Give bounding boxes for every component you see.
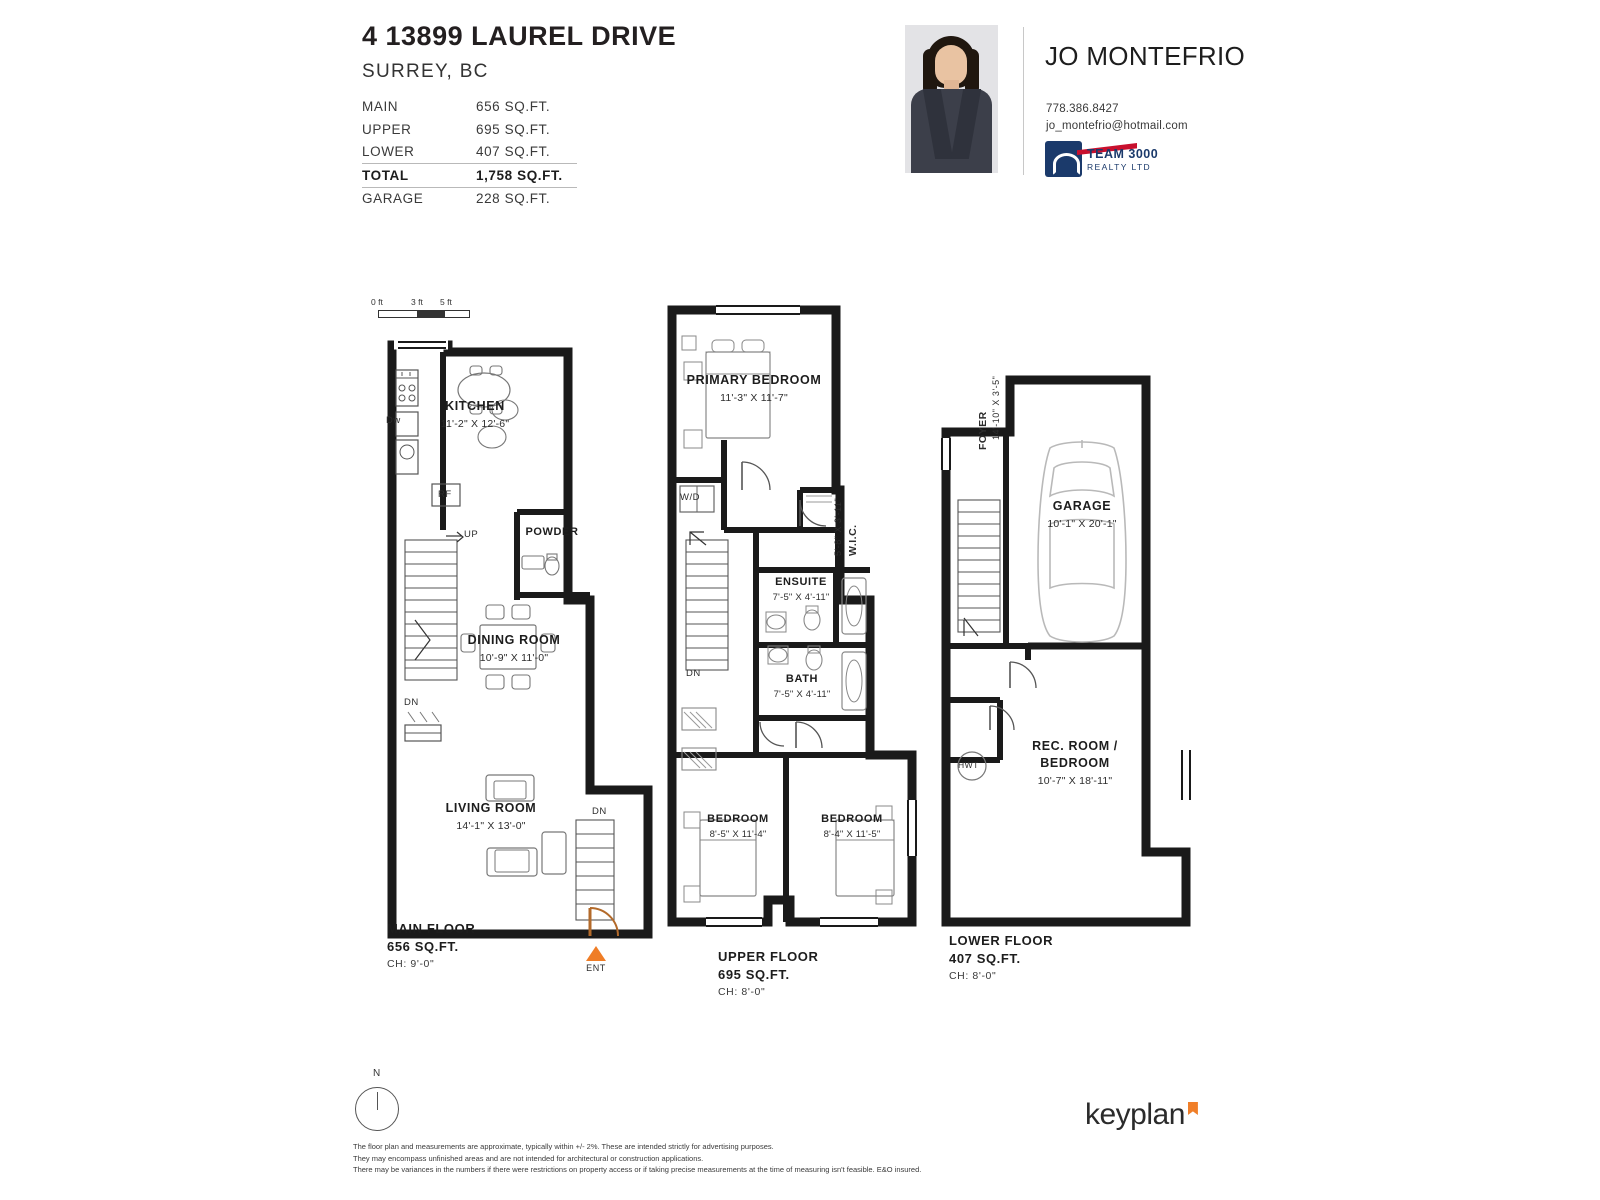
- room-dimensions-wic: 5'-8" X 3'-11": [833, 497, 843, 556]
- room-dimensions: 10'-7" X 18'-11": [1037, 774, 1113, 787]
- room-label-bedroom-3: [800, 812, 904, 842]
- appliance-tag-refrigerator: RF: [438, 489, 452, 500]
- disclaimer-line-1: The floor plan and measurements are approximate, typically within +/- 2%. These are intended strictly for advertising purposes.: [353, 1142, 774, 1151]
- appliance-tag-dishwasher: Dw: [386, 415, 401, 426]
- keyplan-mark-icon: [1188, 1102, 1198, 1115]
- room-label-bedroom-2: [686, 812, 790, 842]
- area-label-lower: LOWER: [362, 141, 430, 164]
- room-dimensions: 11'-3" X 11'-7": [720, 391, 788, 404]
- room-dimensions: 7'-5" X 4'-11": [773, 688, 831, 700]
- city-subtitle: SURREY, BC: [362, 60, 489, 82]
- disclaimer-text: [353, 1141, 973, 1176]
- room-dimensions: 11'-2" X 12'-6": [440, 417, 510, 430]
- room-dimensions: 8'-4" X 11'-5": [823, 828, 881, 840]
- room-label-rec-room-bedroom: [1005, 738, 1145, 788]
- area-label-main: MAIN: [362, 99, 399, 115]
- brokerage-name: TEAM 3000: [1087, 147, 1159, 161]
- area-label-total: TOTAL: [362, 164, 430, 188]
- keyplan-logo: [1085, 1098, 1198, 1132]
- floor-area: 695 SQ.FT.: [718, 966, 790, 982]
- floor-title: MAIN FLOOR: [387, 921, 476, 936]
- room-name: BEDROOM: [707, 813, 769, 825]
- stair-direction-down-lower: DN: [592, 806, 607, 817]
- room-name: KITCHEN: [445, 399, 505, 413]
- room-dimensions-foyer: 14'-10" X 3'-5": [991, 375, 1001, 440]
- room-dimensions: 7'-5" X 4'-11": [772, 591, 830, 603]
- room-label-living-room: [427, 800, 555, 833]
- appliance-tag-washer-dryer: W/D: [680, 492, 700, 503]
- room-label-primary-bedroom: [666, 372, 842, 405]
- disclaimer-line-2: They may encompass unfinished areas and are not intended for architectural or construction applications.: [353, 1153, 704, 1163]
- brokerage-subtitle: REALTY LTD: [1087, 162, 1152, 172]
- area-label-upper: UPPER: [362, 121, 412, 137]
- scale-label-5: 5 ft: [440, 297, 452, 307]
- entrance-marker: [586, 946, 606, 973]
- room-label-wic: W.I.C.: [847, 524, 859, 556]
- floor-ceiling-height: CH: 9'-0": [387, 958, 435, 971]
- scale-label-3: 3 ft: [411, 297, 423, 307]
- floor-caption-main: [387, 920, 475, 971]
- compass-north-label: N: [373, 1068, 381, 1079]
- floor-caption-lower: [949, 932, 1053, 983]
- room-name-line1: REC. ROOM /: [1032, 739, 1118, 753]
- room-name-line2: BEDROOM: [1040, 755, 1110, 770]
- room-name: BATH: [785, 673, 819, 685]
- room-dimensions: 10'-9" X 11'-0": [479, 651, 549, 664]
- room-name: GARAGE: [1052, 499, 1112, 513]
- area-label-garage: GARAGE: [362, 191, 424, 207]
- room-name: DINING ROOM: [467, 633, 561, 647]
- room-name: LIVING ROOM: [445, 801, 537, 815]
- room-label-ensuite: [746, 575, 856, 605]
- area-value-upper: 695 SQ.FT.: [475, 121, 551, 137]
- floor-title: LOWER FLOOR: [949, 933, 1054, 948]
- compass-icon: [355, 1068, 401, 1132]
- agent-name: JO MONTEFRIO: [1045, 41, 1246, 71]
- room-label-powder: [510, 525, 594, 540]
- stair-direction-up: UP: [464, 529, 479, 540]
- area-value-main: 656 SQ.FT.: [475, 99, 551, 115]
- room-name: BEDROOM: [821, 813, 883, 825]
- room-dimensions: 8'-5" X 11'-4": [709, 828, 767, 840]
- room-dimensions: 10'-1" X 20'-1": [1047, 517, 1117, 530]
- scale-label-0: 0 ft: [371, 297, 383, 307]
- room-label-dining-room: [450, 632, 578, 665]
- agent-phone[interactable]: 778.386.8427: [1046, 103, 1119, 115]
- page-title: 4 13899 LAUREL DRIVE: [362, 21, 677, 51]
- lower-floor-plan: [942, 380, 1190, 922]
- room-label-foyer: FOYER: [977, 411, 989, 450]
- floor-ceiling-height: CH: 8'-0": [718, 986, 766, 999]
- floor-caption-upper: [718, 948, 819, 999]
- floor-ceiling-height: CH: 8'-0": [949, 970, 997, 983]
- agent-email[interactable]: jo_montefrio@hotmail.com: [1046, 120, 1188, 132]
- equipment-tag-hot-water-tank: HWT: [958, 760, 979, 770]
- floor-area: 407 SQ.FT.: [949, 950, 1021, 966]
- area-value-lower: 407 SQ.FT.: [430, 141, 577, 164]
- floor-area: 656 SQ.FT.: [387, 938, 459, 954]
- floor-title: UPPER FLOOR: [718, 949, 819, 964]
- room-name: PRIMARY BEDROOM: [686, 373, 822, 387]
- stair-direction-down-upper: DN: [686, 668, 701, 679]
- room-label-garage: [1020, 498, 1144, 531]
- area-value-garage: 228 SQ.FT.: [475, 191, 551, 207]
- room-label-bath: [748, 672, 856, 702]
- entrance-label: ENT: [586, 963, 606, 973]
- keyplan-wordmark: keyplan: [1085, 1098, 1185, 1131]
- room-name: POWDER: [525, 526, 579, 538]
- room-name: ENSUITE: [775, 576, 827, 588]
- room-dimensions: 14'-1" X 13'-0": [456, 819, 526, 832]
- scale-bar: [371, 297, 470, 318]
- room-label-kitchen: [415, 398, 535, 431]
- stair-direction-down-main: DN: [404, 697, 419, 708]
- disclaimer-line-3: There may be variances in the numbers if there were restrictions on property access or if taking precise measurements at the time of measuring isn't feasible. E&O insured.: [353, 1165, 922, 1175]
- entrance-arrow-icon: [586, 946, 606, 961]
- area-value-total: 1,758 SQ.FT.: [430, 164, 577, 188]
